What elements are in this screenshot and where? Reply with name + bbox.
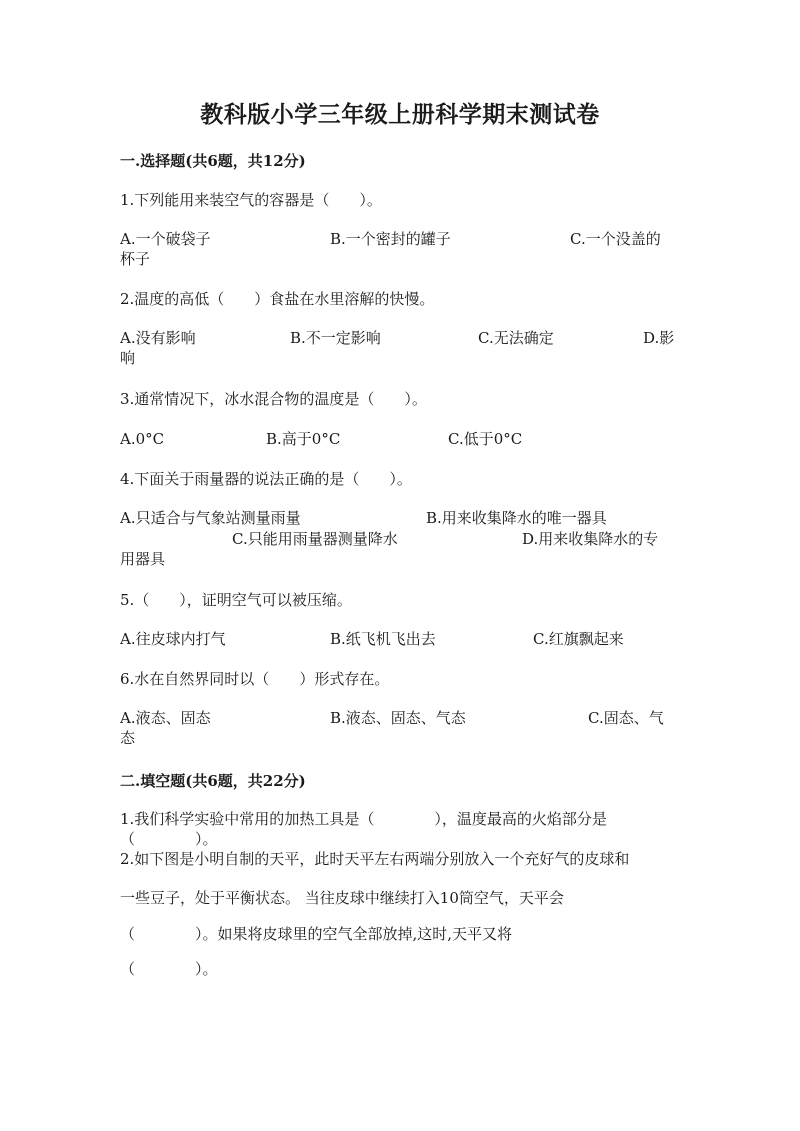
question-stem: 3.通常情况下，冰水混合物的温度是（ ）。 [120,390,427,408]
option-a: A.液态、固态 [120,709,211,727]
section-heading-fill: 二.填空题(共6题，共22分) [120,772,306,790]
fill-question-line: （ ）。 [120,830,218,848]
question-stem: 4.下面关于雨量器的说法正确的是（ ）。 [120,470,412,488]
option-a: A.一个破袋子 [120,230,211,248]
option-d: D.用来收集降水的专 [522,530,659,548]
fill-question-line: 一些豆子，处于平衡状态。 当往皮球中继续打入10筒空气，天平会 [120,889,564,907]
option-a: A.0°C [120,430,165,448]
option-b: B.不一定影响 [290,329,381,347]
question-stem: 6.水在自然界同时以（ ）形式存在。 [120,670,390,688]
option-wrap-text: 响 [120,349,136,367]
section-heading-choice: 一.选择题(共6题，共12分) [120,152,306,170]
option-a: A.往皮球内打气 [120,630,226,648]
question-stem: 2.温度的高低（ ）食盐在水里溶解的快慢。 [120,290,435,308]
option-c: C.红旗飘起来 [533,630,624,648]
question-stem: 5.（ ），证明空气可以被压缩。 [120,591,352,609]
option-c: C.一个没盖的 [570,230,661,248]
page-title: 教科版小学三年级上册科学期末测试卷 [200,101,600,128]
option-b: B.用来收集降水的唯一器具 [426,509,607,527]
option-wrap-text: 杯子 [120,250,151,268]
option-a: A.没有影响 [120,329,196,347]
option-b: B.一个密封的罐子 [330,230,451,248]
option-wrap-text: 用器具 [120,550,166,568]
option-b: B.纸飞机飞出去 [330,630,436,648]
option-c: C.低于0°C [448,430,523,448]
fill-question-line: 2.如下图是小明自制的天平，此时天平左右两端分别放入一个充好气的皮球和 [120,850,630,868]
fill-question-line: 1.我们科学实验中常用的加热工具是（ ），温度最高的火焰部分是 [120,810,607,828]
option-d: D.影 [643,329,675,347]
option-c: C.无法确定 [478,329,554,347]
option-b: B.液态、固态、气态 [330,709,466,727]
question-stem: 1.下列能用来装空气的容器是（ ）。 [120,191,382,209]
fill-question-line: （ ）。 [120,960,218,978]
option-b: B.高于0°C [266,430,341,448]
option-c: C.只能用雨量器测量降水 [232,530,398,548]
option-wrap-text: 态 [120,729,136,747]
fill-question-line: （ ）。如果将皮球里的空气全部放掉,这时,天平又将 [120,925,513,943]
option-c: C.固态、气 [588,709,664,727]
option-a: A.只适合与气象站测量雨量 [120,509,301,527]
